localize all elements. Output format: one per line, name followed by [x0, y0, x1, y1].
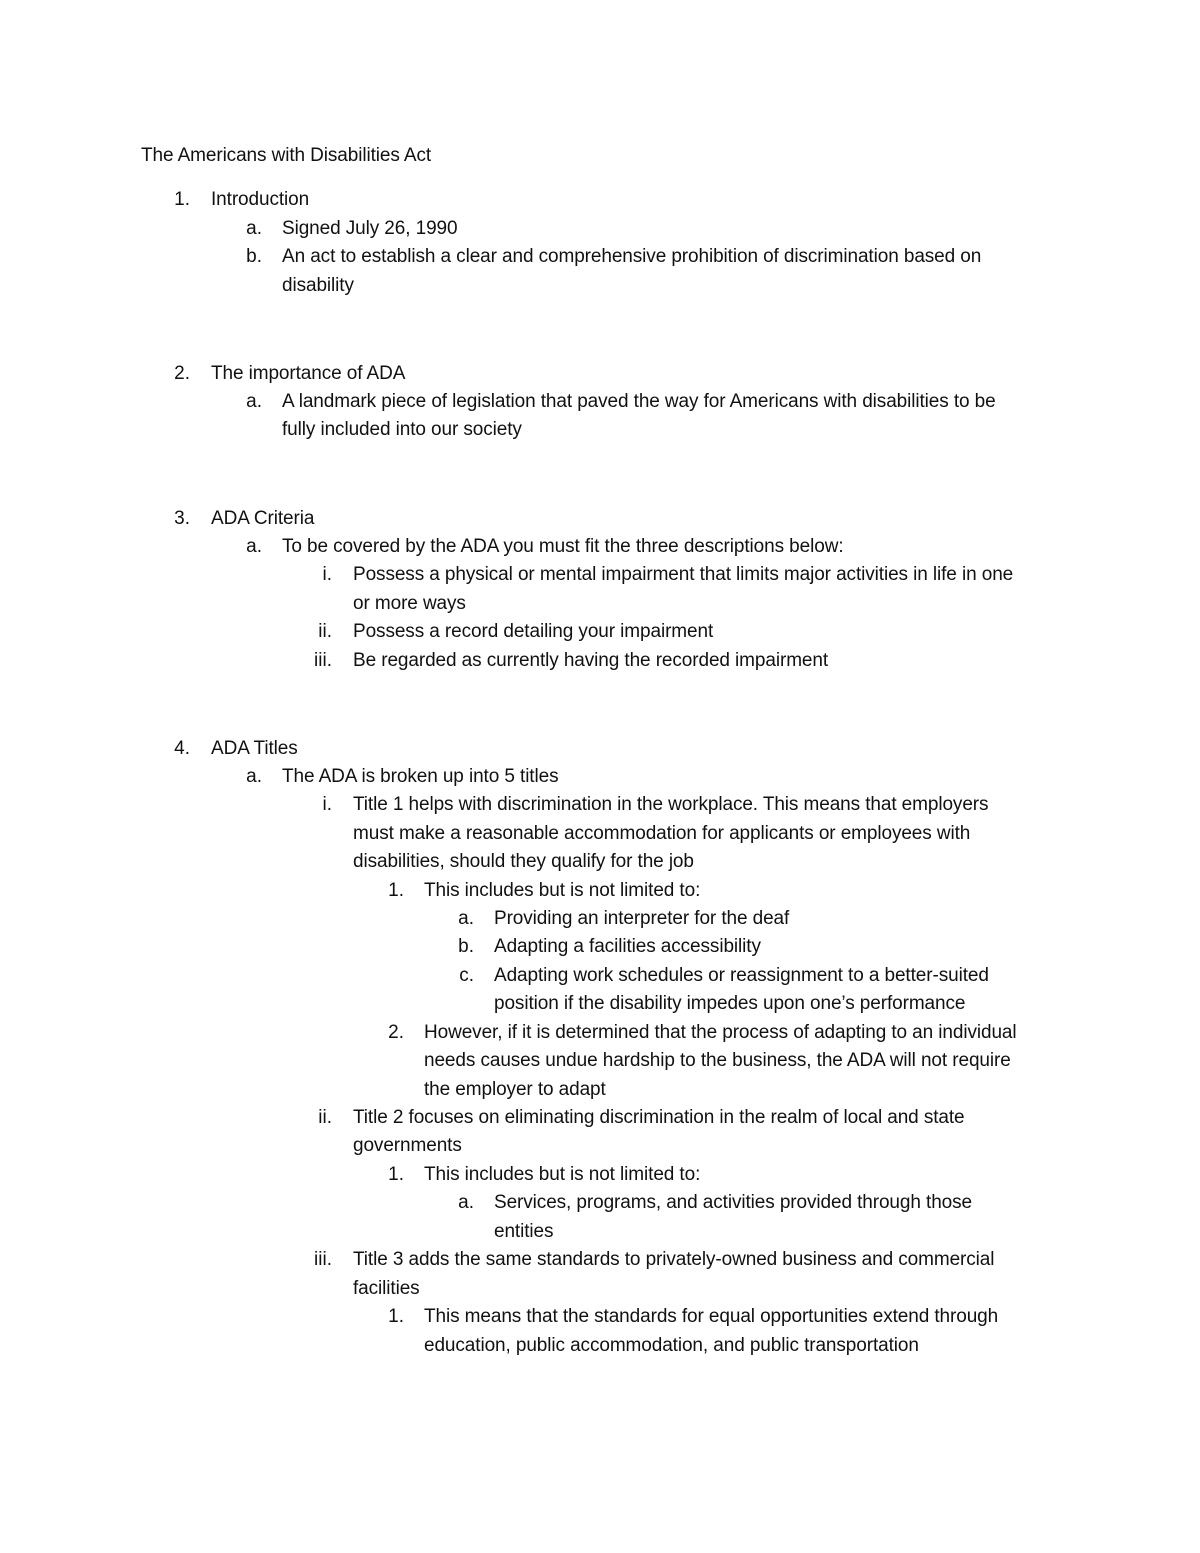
item-text: A landmark piece of legislation that paved the way for Americans with disabilities to be	[282, 391, 996, 412]
subpoint-text: Adapting work schedules or reassignment to a better-suited	[494, 965, 989, 986]
section-heading: The importance of ADA	[211, 363, 406, 384]
section-heading: ADA Titles	[211, 738, 298, 759]
subpoint-marker: a.	[458, 1192, 474, 1213]
item-text: To be covered by the ADA you must fit the three descriptions below:	[282, 536, 844, 557]
subitem-marker: iii.	[314, 1249, 332, 1270]
point-text: However, if it is determined that the process of adapting to an individual	[424, 1022, 1017, 1043]
point-text: This includes but is not limited to:	[424, 880, 701, 901]
point-marker: 2.	[388, 1022, 404, 1043]
subitem-marker: iii.	[314, 650, 332, 671]
item-text: fully included into our society	[282, 419, 522, 440]
item-marker: a.	[246, 536, 262, 557]
point-text: needs causes undue hardship to the business, the ADA will not require	[424, 1050, 1011, 1071]
subpoint-marker: a.	[458, 908, 474, 929]
item-marker: a.	[246, 218, 262, 239]
point-text: education, public accommodation, and public transportation	[424, 1335, 919, 1356]
section-heading: Introduction	[211, 189, 310, 210]
subitem-marker: ii.	[318, 1107, 332, 1128]
item-text: Signed July 26, 1990	[282, 218, 458, 239]
subitem-text: Title 1 helps with discrimination in the workplace. This means that employers	[353, 794, 989, 815]
subitem-marker: i.	[322, 794, 332, 815]
subitem-text: must make a reasonable accommodation for applicants or employees with	[353, 823, 971, 844]
point-text: This means that the standards for equal opportunities extend through	[424, 1306, 999, 1327]
section-marker: 2.	[174, 363, 190, 384]
subpoint-text: Services, programs, and activities provided through those	[494, 1192, 972, 1213]
subpoint-marker: b.	[458, 936, 474, 957]
item-marker: a.	[246, 391, 262, 412]
subitem-text: Title 2 focuses on eliminating discrimination in the realm of local and state	[353, 1107, 965, 1128]
subitem-text: Possess a record detailing your impairment	[353, 621, 714, 642]
subpoint-text: Providing an interpreter for the deaf	[494, 908, 790, 929]
subitem-text: Title 3 adds the same standards to privately-owned business and commercial	[353, 1249, 995, 1270]
subitem-text: governments	[353, 1135, 462, 1156]
section-marker: 3.	[174, 508, 190, 529]
item-text: disability	[282, 275, 354, 296]
point-marker: 1.	[388, 1306, 404, 1327]
subitem-marker: ii.	[318, 621, 332, 642]
point-marker: 1.	[388, 1164, 404, 1185]
subitem-marker: i.	[322, 564, 332, 585]
subpoint-text: position if the disability impedes upon one’s performance	[494, 993, 966, 1014]
point-text: This includes but is not limited to:	[424, 1164, 701, 1185]
subitem-text: facilities	[353, 1278, 420, 1299]
point-text: the employer to adapt	[424, 1079, 606, 1100]
subitem-text: Possess a physical or mental impairment that limits major activities in life in one	[353, 564, 1014, 585]
item-marker: a.	[246, 766, 262, 787]
point-marker: 1.	[388, 880, 404, 901]
item-text: An act to establish a clear and comprehensive prohibition of discrimination based on	[282, 246, 982, 267]
section-marker: 1.	[174, 189, 190, 210]
subitem-text: Be regarded as currently having the recorded impairment	[353, 650, 829, 671]
subpoint-text: Adapting a facilities accessibility	[494, 936, 761, 957]
subpoint-marker: c.	[459, 965, 474, 986]
item-text: The ADA is broken up into 5 titles	[282, 766, 559, 787]
subpoint-text: entities	[494, 1221, 554, 1242]
subitem-text: disabilities, should they qualify for the job	[353, 851, 694, 872]
section-heading: ADA Criteria	[211, 508, 315, 529]
subitem-text: or more ways	[353, 593, 466, 614]
item-marker: b.	[246, 246, 262, 267]
section-marker: 4.	[174, 738, 190, 759]
document-title: The Americans with Disabilities Act	[141, 145, 432, 166]
